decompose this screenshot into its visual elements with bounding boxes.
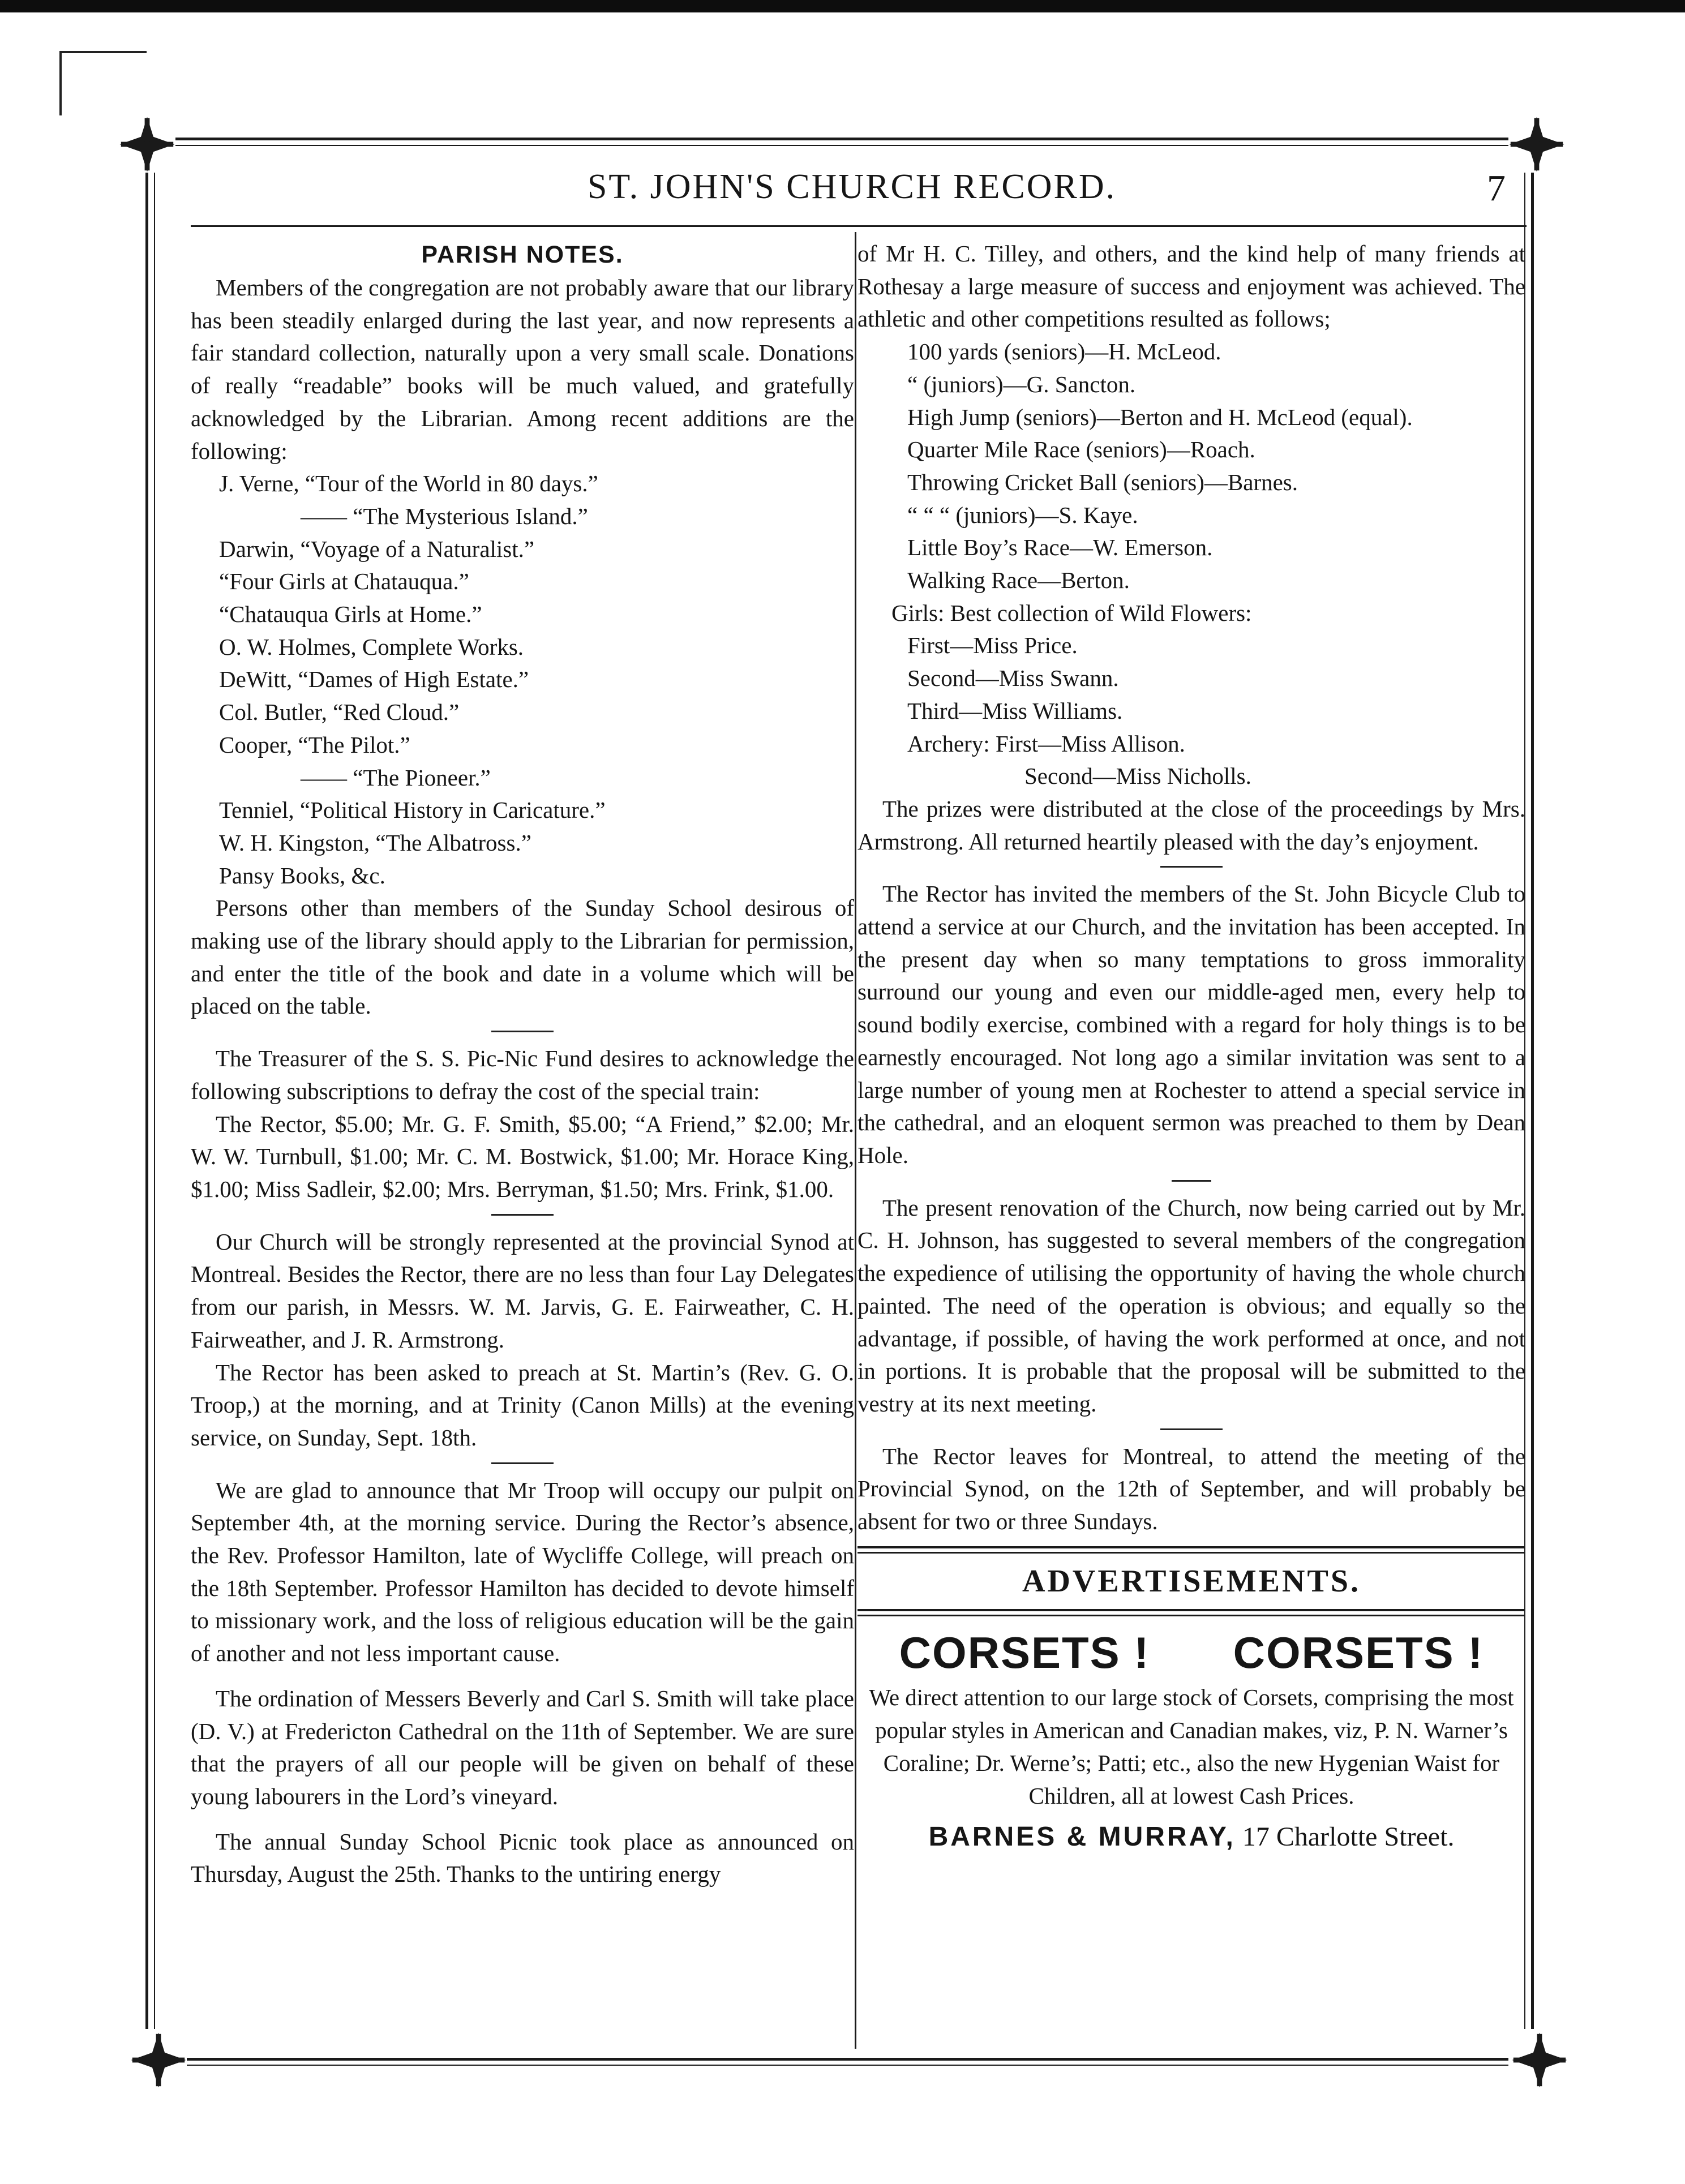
frame-top-rule [175,138,1508,140]
book-list-item: Tenniel, “Political History in Caricature.” [219,797,606,823]
library-intro-paragraph: Members of the congregation are not probably aware that our library has been steadily enlarged during the last year, and now represents a fair standard collection, naturally upon a very small scale. Donations of really “readable” books will be much valued, and gratefully acknowledged by the Librarian. Among recent additions are the following: [191,274,854,464]
header-rule [191,225,1527,227]
ads-top-rule [857,1546,1525,1554]
book-list-item: J. Verne, “Tour of the World in 80 days.” [219,470,598,497]
ads-bottom-rule [857,1609,1525,1616]
girls-result-item: Second—Miss Swann. [907,665,1119,692]
troop-paragraph: We are glad to announce that Mr Troop will occupy our pulpit on September 4th, at the morning service. During the Rector’s absence, the Rev. Professor Hamilton, late of Wycliffe College, will preach on the 18th September. Professor Hamilton has decided to devote himself to missionary work, and the loss of religious education will be the gain of another and not less important cause. [191,1477,854,1667]
cross-ornament-bottom-right-icon [1508,2029,1571,2091]
picnic-paragraph-continued: of Mr H. C. Tilley, and others, and the kind help of many friends at Rothesay a large measure of success and enjoyment was achieved. The athletic and other competitions resulted as follows; [857,241,1525,332]
bicycle-club-paragraph: The Rector has invited the members of the St. John Bicycle Club to attend a service at our Church, and the invitation has been accepted. In the present day when so many temptations to gross immorality surround our young and even our middle-aged men, every help to sound bodily exercise, combined with a regard for holy things is to be earnestly encouraged. Not long ago a similar invitation was sent to a large number of young men at Rochester to attend a special service in the cathedral, and an eloquent sermon was preached to them by Dean Hole. [857,881,1525,1168]
result-item: “ (juniors)—G. Sancton. [907,371,1136,397]
frame-left-rule [145,173,148,2029]
page-title: ST. JOHN'S CHURCH RECORD. [587,168,1117,206]
girls-result-item: First—Miss Price. [907,632,1078,659]
section-separator [1160,866,1223,868]
archery-second: Second—Miss Nicholls. [1024,763,1251,789]
section-separator [1160,1428,1223,1430]
advertisements-heading: ADVERTISEMENTS. [1022,1563,1361,1599]
synod-paragraph: Our Church will be strongly represented at the provincial Synod at Montreal. Besides the Rector, there are no less than four Lay Delegates from our parish, in Messrs. W. M. Jarvis, G. E. Fairweather, C. H. Fairweather, and J. R. Armstrong. [191,1228,854,1353]
girls-result-item: Third—Miss Williams. [907,697,1123,724]
frame-bottom-rule-thin [187,2065,1508,2066]
frame-right-rule [1531,173,1534,2029]
prizes-paragraph: The prizes were distributed at the close of the proceedings by Mrs. Armstrong. All returned heartily pleased with the day’s enjoyment. [857,795,1525,855]
result-item: Walking Race—Berton. [907,567,1130,594]
picnic-fund-subscriptions: The Rector, $5.00; Mr. G. F. Smith, $5.00; “A Friend,” $2.00; Mr. W. W. Turnbull, $1.00; Mr. C. M. Bostwick, $1.00; Mr. Horace King, $1.00; Miss Sadleir, $2.00; Mrs. Berryman, $1.50; Mrs. Frink, $1.00. [191,1110,854,1202]
frame-left-rule-thin [154,173,155,2029]
book-list-item: O. W. Holmes, Complete Works. [219,633,524,660]
book-list-item: Col. Butler, “Red Cloud.” [219,699,460,726]
page-number: 7 [1487,168,1506,209]
frame-bottom-rule [187,2058,1508,2061]
corsets-right: CORSETS ! [1233,1627,1484,1677]
book-list-item: Pansy Books, &c. [219,862,385,889]
corsets-headline [857,1624,1525,1681]
picnic-fund-intro: The Treasurer of the S. S. Pic-Nic Fund desires to acknowledge the following subscriptions to defray the cost of the special train: [191,1045,854,1104]
picnic-paragraph-start: The annual Sunday School Picnic took place as announced on Thursday, August the 25th. Thanks to the untiring energy [191,1828,854,1887]
rector-preach-paragraph: The Rector has been asked to preach at St. Martin’s (Rev. G. O. Troop,) at the morning, and at Trinity (Canon Mills) at the evening service, on Sunday, Sept. 18th. [191,1359,854,1451]
column-divider [855,232,856,2049]
book-list-item: Darwin, “Voyage of a Naturalist.” [219,535,535,562]
frame-top-rule-thin [175,145,1508,146]
girls-result-item: Archery: First—Miss Allison. [907,730,1185,757]
left-column [191,238,854,1891]
book-list-item: “Chatauqua Girls at Home.” [219,601,482,628]
cross-ornament-top-right-icon [1506,113,1568,175]
montreal-paragraph: The Rector leaves for Montreal, to attend the meeting of the Provincial Synod, on the 12th of September, and will probably be absent for two or three Sundays. [857,1443,1525,1535]
section-separator [1172,1180,1211,1182]
scan-top-bar [0,0,1685,12]
book-list-item: Cooper, “The Pilot.” [219,731,410,758]
book-list-item: —— “The Pioneer.” [301,764,491,791]
result-item: Little Boy’s Race—W. Emerson. [907,534,1213,561]
result-item: High Jump (seniors)—Berton and H. McLeod (equal). [907,404,1413,430]
shop-name: BARNES & MURRAY, [928,1821,1236,1852]
library-note-paragraph: Persons other than members of the Sunday School desirous of making use of the library should apply to the Librarian for permission, and enter the title of the book and date in a volume which will be placed on the table. [191,895,854,1019]
page-header [198,156,1506,224]
result-item: Throwing Cricket Ball (seniors)—Barnes. [907,469,1298,495]
corsets-ad-body: We direct attention to our large stock of Corsets, comprising the most popular styles in American and Canadian makes, viz, P. N. Warner’s Coraline; Dr. Werne’s; Patti; etc., also the new Hygenian Waist for Children, all at lowest Cash Prices. [869,1684,1514,1809]
section-separator [491,1462,554,1464]
section-separator [491,1214,554,1216]
book-list-item: DeWitt, “Dames of High Estate.” [219,666,529,693]
result-item: “ “ “ (juniors)—S. Kaye. [907,501,1138,528]
cross-ornament-top-left-icon [116,113,178,175]
book-list-item: W. H. Kingston, “The Albatross.” [219,829,531,856]
result-item: 100 yards (seniors)—H. McLeod. [907,338,1221,365]
book-list-item: —— “The Mysterious Island.” [301,503,588,529]
ad-signature [857,1817,1525,1857]
corsets-left: CORSETS ! [899,1627,1150,1677]
result-item: Quarter Mile Race (seniors)—Roach. [907,436,1255,463]
section-separator [491,1031,554,1032]
shop-address: 17 Charlotte Street. [1242,1821,1455,1852]
scan-corner-mark [59,51,147,115]
parish-notes-heading: PARISH NOTES. [421,241,624,268]
cross-ornament-bottom-left-icon [127,2029,190,2091]
girls-heading: Girls: Best collection of Wild Flowers: [891,599,1252,626]
right-column [857,238,1525,1857]
ordination-paragraph: The ordination of Messers Beverly and Carl S. Smith will take place (D. V.) at Fredericton Cathedral on the 11th of September. We are sure that the prayers of all our people will be given on behalf of these young labourers in the Lord’s vineyard. [191,1685,854,1809]
renovation-paragraph: The present renovation of the Church, now being carried out by Mr. C. H. Johnson, has suggested to several members of the congregation the expedience of utilising the opportunity of having the whole church painted. The need of the operation is obvious; and equally so the advantage, if possible, of having the work performed at once, and not in portions. It is probable that the proposal will be submitted to the vestry at its next meeting. [857,1194,1525,1417]
book-list-item: “Four Girls at Chatauqua.” [219,568,469,595]
